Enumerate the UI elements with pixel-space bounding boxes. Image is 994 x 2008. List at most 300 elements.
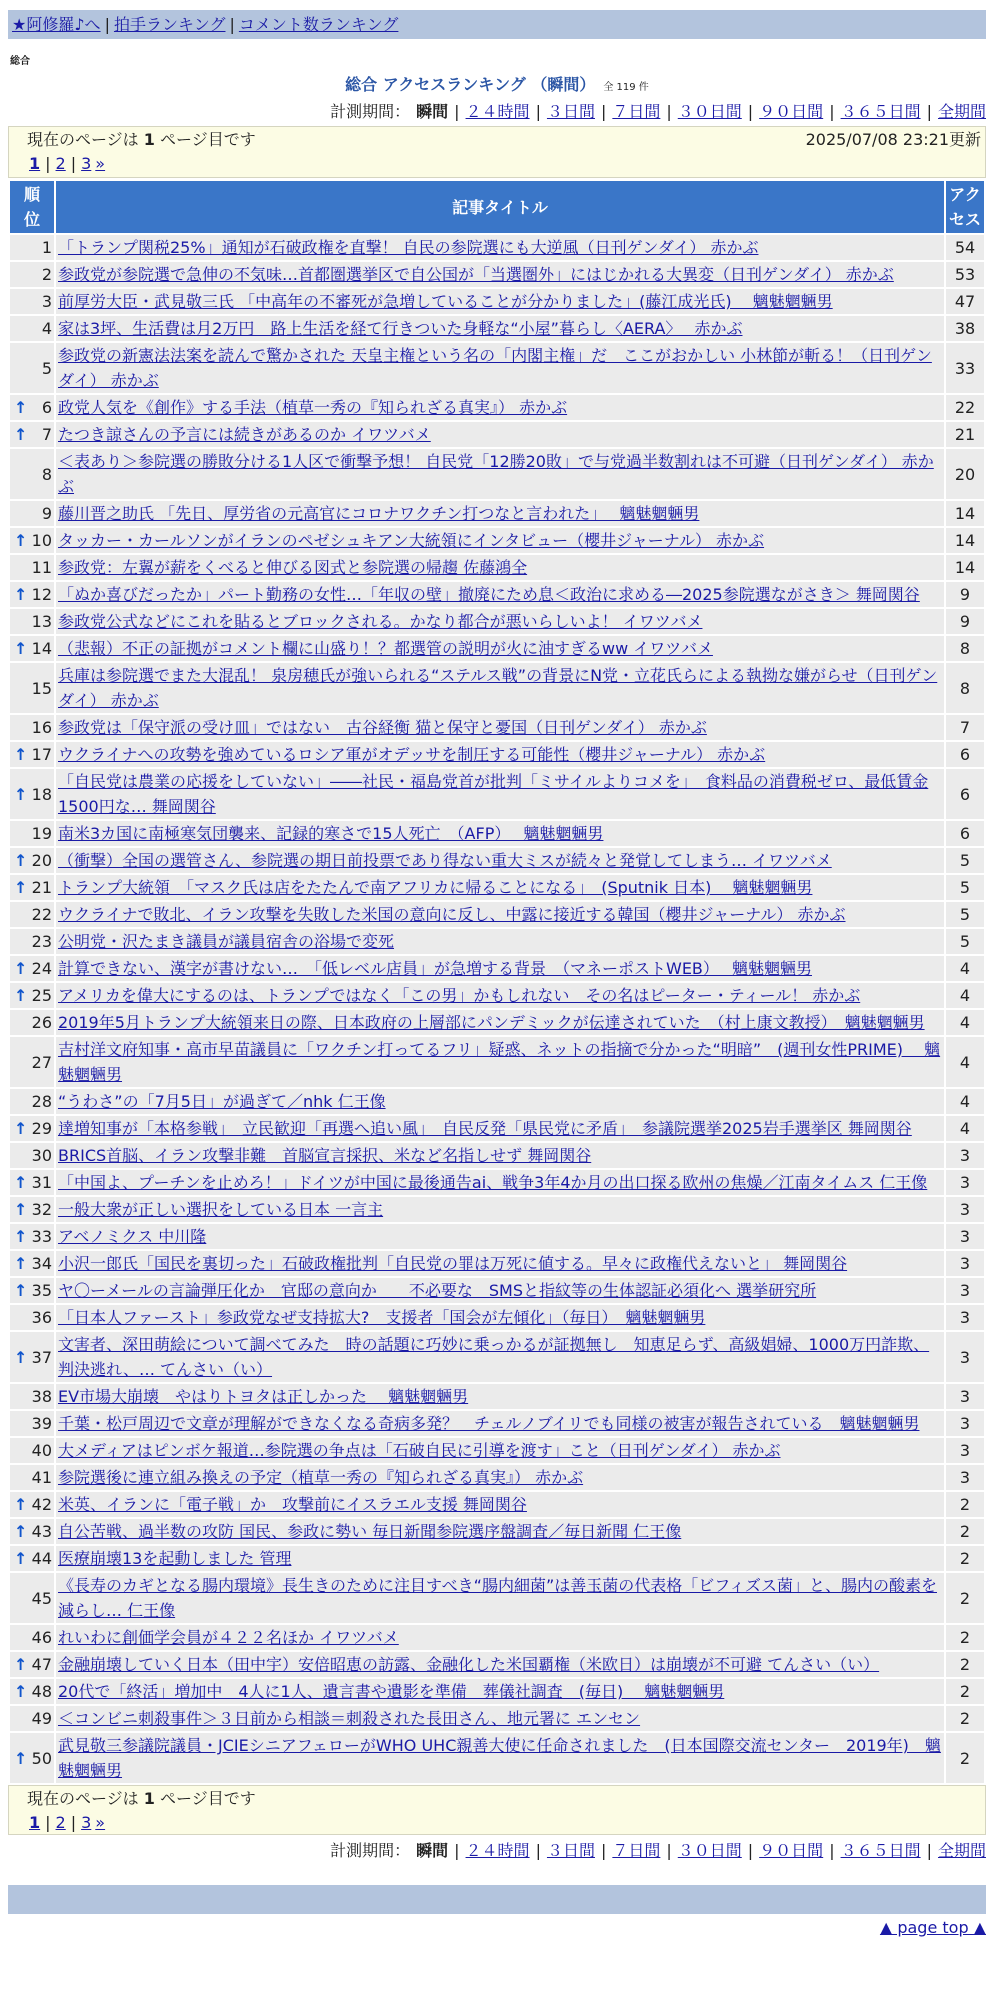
table-row (10, 1116, 984, 1141)
article-link[interactable]: 千葉・松戸周辺で文章が理解ができなくなる奇病多発？ チェルノブイリでも同様の被害が報告されている 魑魅魍魎男 (58, 1414, 920, 1433)
table-row (10, 1492, 984, 1517)
nav-separator: | (229, 15, 235, 34)
rank-cell (10, 715, 54, 740)
title-cell (56, 1010, 944, 1035)
period-365d[interactable]: ３６５日間 (840, 102, 921, 121)
pager-page-3[interactable]: 3 (81, 154, 92, 173)
article-link[interactable]: ＜表あり＞参院選の勝敗分ける1人区で衝撃予想！ 自民党「12勝20敗」で与党過半数割れは不可避（日刊ゲンダイ） 赤かぶ (58, 452, 934, 496)
pager-page-1-bottom[interactable]: 1 (29, 1813, 41, 1832)
title-cell (56, 1305, 944, 1330)
rank-cell (10, 1089, 54, 1114)
access-count: 14 (946, 555, 984, 580)
rank-number: 37 (31, 1347, 52, 1367)
pager-page-3-bottom[interactable]: 3 (81, 1813, 92, 1832)
table-row (10, 956, 984, 981)
period-30d[interactable]: ３０日間 (677, 102, 742, 121)
table-row (10, 555, 984, 580)
access-count: 3 (946, 1411, 984, 1436)
rank-cell (10, 1170, 54, 1195)
rank-number: 19 (31, 824, 52, 843)
rank-number: 31 (31, 1173, 52, 1192)
up-arrow-icon: ↑ (14, 784, 28, 804)
rank-number: 50 (31, 1748, 52, 1768)
article-link[interactable]: 公明党・沢たまき議員が議員宿舎の浴場で変死 (58, 932, 395, 951)
access-count: 3 (946, 1197, 984, 1222)
up-arrow-icon: ↑ (14, 851, 28, 870)
rank-number: 16 (31, 718, 52, 737)
article-link[interactable]: 金融崩壊していく日本（田中宇）安倍昭恵の訪露、金融化した米国覇権（米欧日）は崩壊が不可避 てんさい（い） (58, 1655, 880, 1674)
table-row (10, 501, 984, 526)
table-row (10, 663, 984, 713)
rank-number: 39 (31, 1414, 52, 1433)
article-link[interactable]: 自公苦戦、過半数の攻防 国民、参政に勢い 毎日新聞参院選序盤調査／毎日新聞 仁王像 (58, 1522, 682, 1541)
rank-cell (10, 636, 54, 661)
rank-cell (10, 1438, 54, 1463)
up-arrow-icon: ↑ (14, 959, 28, 978)
up-arrow-icon: ↑ (14, 639, 28, 658)
period-90d-bottom[interactable]: ９０日間 (759, 1841, 824, 1860)
article-link[interactable]: 参政党の新憲法法案を読んで驚かされた 天皇主権という名の「内閣主権」だ ここがおかしい 小林節が斬る！（日刊ゲンダイ） 赤かぶ (58, 346, 932, 390)
table-row (10, 1143, 984, 1168)
up-arrow-icon: ↑ (14, 1522, 28, 1541)
period-7d[interactable]: ７日間 (612, 102, 661, 121)
access-count: 7 (946, 715, 984, 740)
table-row (10, 395, 984, 420)
access-count: 6 (946, 769, 984, 819)
access-count: 4 (946, 956, 984, 981)
period-all[interactable]: 全期間 (937, 102, 986, 121)
period-90d[interactable]: ９０日間 (759, 102, 824, 121)
rank-cell (10, 1706, 54, 1731)
rank-number: 40 (31, 1441, 52, 1460)
article-link[interactable]: アベノミクス 中川隆 (58, 1227, 207, 1246)
ranking-title: 総合 アクセスランキング （瞬間） (345, 75, 596, 94)
rank-number: 2 (41, 265, 52, 284)
up-arrow-icon: ↑ (14, 745, 28, 764)
rank-number: 13 (31, 612, 52, 631)
article-link[interactable]: （悲報）不正の証拠がコメント欄に山盛り！？都選管の説明が火に油すぎるww イワツバメ (58, 639, 713, 658)
rank-cell (10, 1573, 54, 1623)
rank-cell (10, 902, 54, 927)
period-365d-bottom[interactable]: ３６５日間 (840, 1841, 921, 1860)
page-top-area (8, 1914, 986, 1942)
article-link[interactable]: 「自民党は農業の応援をしていない」――社民・福島党首が批判「ミサイルよりコメを」 食料品の消費税ゼロ、最低賃金1500円な… 舞岡関谷 (58, 772, 929, 816)
up-arrow-icon: ↑ (14, 1227, 28, 1246)
period-24h[interactable]: ２４時間 (465, 102, 530, 121)
rank-number: 44 (31, 1549, 52, 1568)
bottom-bar (8, 1885, 986, 1914)
top-nav (8, 10, 986, 39)
rank-cell (10, 395, 54, 420)
title-cell (56, 1679, 944, 1704)
table-row (10, 1332, 984, 1382)
title-cell (56, 1465, 944, 1490)
current-page-text: 現在のページは 1 ページ目です (27, 130, 256, 149)
article-link[interactable]: ＜コンビニ刺殺事件＞３日前から相談＝刺殺された長田さん、地元署に エンセン (58, 1709, 641, 1728)
title-cell (56, 1251, 944, 1276)
nav-link-comment-ranking[interactable]: コメント数ランキング (238, 15, 399, 34)
table-row (10, 316, 984, 341)
rank-number: 48 (31, 1682, 52, 1701)
period-label: 計測期間： (330, 102, 411, 121)
table-row (10, 1679, 984, 1704)
article-link[interactable]: 米英、イランに「電子戦」か 攻撃前にイスラエル支援 舞岡関谷 (58, 1495, 527, 1514)
article-link[interactable]: トランプ大統領 「マスク氏は店をたたんで南アフリカに帰ることになる」 (Sputnik 日本) 魑魅魍魎男 (58, 878, 813, 897)
access-count: 20 (946, 449, 984, 499)
table-row (10, 1197, 984, 1222)
table-row (10, 1251, 984, 1276)
rank-cell (10, 1332, 54, 1382)
article-link[interactable]: 文害者、深田萌絵について調べてみた 時の話題に巧妙に乗っかるが証拠無し 知恵足らず、高級娼婦、1000万円詐欺、判決逃れ、… てんさい（い） (58, 1335, 930, 1379)
access-count: 8 (946, 636, 984, 661)
article-link[interactable]: 「ぬか喜びだったか」パート勤務の女性…「年収の壁」撤廃にため息＜政治に求める―2025参院選ながさき＞ 舞岡関谷 (58, 585, 920, 604)
up-arrow-icon: ↑ (14, 585, 28, 604)
rank-cell (10, 1465, 54, 1490)
table-row (10, 609, 984, 634)
rank-cell (10, 956, 54, 981)
rank-number: 25 (31, 986, 52, 1005)
access-count: 2 (946, 1679, 984, 1704)
header-title: 記事タイトル (56, 181, 944, 233)
period-30d-bottom[interactable]: ３０日間 (677, 1841, 742, 1860)
table-row (10, 636, 984, 661)
pager-next[interactable]: » (95, 154, 106, 173)
ranking-rows (10, 235, 984, 1783)
table-row (10, 582, 984, 607)
title-cell (56, 663, 944, 713)
rank-number: 22 (31, 905, 52, 924)
title-cell (56, 289, 944, 314)
rank-cell (10, 1305, 54, 1330)
access-count: 2 (946, 1625, 984, 1650)
rank-cell (10, 422, 54, 447)
article-link[interactable]: 医療崩壊13を起動しました 管理 (58, 1549, 292, 1568)
access-count: 4 (946, 1037, 984, 1087)
title-cell (56, 1519, 944, 1544)
title-cell (56, 1116, 944, 1141)
article-link[interactable]: 2019年5月トランプ大統領来日の際、日本政府の上層部にパンデミックが伝達されていた （村上康文教授） 魑魅魍魎男 (58, 1013, 925, 1032)
access-count: 21 (946, 422, 984, 447)
title-cell (56, 1573, 944, 1623)
rank-cell (10, 501, 54, 526)
up-arrow-icon: ↑ (14, 398, 28, 417)
table-row (10, 1384, 984, 1409)
article-link[interactable]: BRICS首脳、イラン攻撃非難 首脳宣言採択、米など名指しせず 舞岡関谷 (58, 1146, 592, 1165)
access-count: 3 (946, 1305, 984, 1330)
period-all-bottom[interactable]: 全期間 (937, 1841, 986, 1860)
rank-cell (10, 769, 54, 819)
period-3d[interactable]: ３日間 (546, 102, 595, 121)
title-cell (56, 715, 944, 740)
title-cell (56, 956, 944, 981)
access-count: 8 (946, 663, 984, 713)
rank-cell (10, 929, 54, 954)
title-cell (56, 1492, 944, 1517)
title-cell (56, 1706, 944, 1731)
article-link[interactable]: 吉村洋文府知事・高市早苗議員に「ワクチン打ってるフリ」疑惑、ネットの指摘で分かった“明暗” (週刊女性PRIME) 魑魅魍魎男 (58, 1040, 941, 1084)
rank-number: 33 (31, 1227, 52, 1246)
rank-number: 11 (31, 558, 52, 577)
ranking-heading (8, 74, 986, 96)
table-row (10, 929, 984, 954)
rank-cell (10, 343, 54, 393)
table-row (10, 449, 984, 499)
title-cell (56, 1170, 944, 1195)
rank-number: 14 (31, 639, 52, 658)
article-link[interactable]: 藤川晋之助氏 「先日、厚労省の元高官にコロナワクチン打つなと言われた」 魑魅魍魎男 (58, 504, 700, 523)
title-cell (56, 501, 944, 526)
rank-cell (10, 609, 54, 634)
title-cell (56, 395, 944, 420)
table-row (10, 1573, 984, 1623)
rank-cell (10, 289, 54, 314)
article-link[interactable]: 「日本人ファースト」参政党なぜ支持拡大? 支援者「国会が左傾化」（毎日） 魑魅魍魎男 (58, 1308, 706, 1327)
title-cell (56, 983, 944, 1008)
rank-number: 27 (31, 1052, 52, 1072)
rank-number: 7 (41, 425, 52, 444)
access-count: 22 (946, 395, 984, 420)
table-row (10, 1089, 984, 1114)
current-page-text-bottom: 現在のページは 1 ページ目です (27, 1789, 256, 1808)
up-arrow-icon: ↑ (14, 531, 28, 550)
table-row (10, 289, 984, 314)
article-link[interactable]: 一般大衆が正しい選択をしている日本 一言主 (58, 1200, 384, 1219)
title-cell (56, 422, 944, 447)
table-row (10, 1305, 984, 1330)
table-row (10, 1411, 984, 1436)
rank-number: 32 (31, 1200, 52, 1219)
access-count: 2 (946, 1733, 984, 1783)
access-count: 47 (946, 289, 984, 314)
up-arrow-icon: ↑ (14, 1549, 28, 1568)
rank-number: 49 (31, 1709, 52, 1728)
up-arrow-icon: ↑ (14, 425, 28, 444)
table-row (10, 343, 984, 393)
title-cell (56, 1037, 944, 1087)
rank-cell (10, 1251, 54, 1276)
article-link[interactable]: 南米3カ国に南極寒気団襲来、記録的寒さで15人死亡 （AFP） 魑魅魍魎男 (58, 824, 604, 843)
access-count: 3 (946, 1465, 984, 1490)
rank-cell (10, 582, 54, 607)
article-link[interactable]: ウクライナで敗北、イラン攻撃を失敗した米国の意向に反し、中露に接近する韓国（櫻井ジャーナル） 赤かぶ (58, 905, 846, 924)
title-cell (56, 449, 944, 499)
access-count: 2 (946, 1652, 984, 1677)
title-cell (56, 316, 944, 341)
table-row (10, 1438, 984, 1463)
rank-cell (10, 1733, 54, 1783)
table-row (10, 422, 984, 447)
access-count: 33 (946, 343, 984, 393)
title-cell (56, 1411, 944, 1436)
article-link[interactable]: 「中国よ、プーチンを止めろ！」ドイツが中国に最後通告ai、戦争3年4か月の出口探る欧州の焦燥／江南タイムス 仁王像 (58, 1173, 928, 1192)
access-count: 6 (946, 742, 984, 767)
up-arrow-icon: ↑ (14, 1748, 28, 1768)
article-link[interactable]: 小沢一郎氏「国民を裏切った」石破政権批判「自民党の罪は万死に値する。早々に政権代えないと」 舞岡関谷 (58, 1254, 848, 1273)
access-count: 5 (946, 902, 984, 927)
access-count: 3 (946, 1251, 984, 1276)
pager-page-2-bottom[interactable]: 2 (55, 1813, 66, 1832)
rank-cell (10, 1197, 54, 1222)
article-link[interactable]: 達増知事が「本格参戦」 立民歓迎「再選へ追い風」 自民反発「県民党に矛盾」 参議院選挙2025岩手選挙区 舞岡関谷 (58, 1119, 912, 1138)
title-cell (56, 1224, 944, 1249)
access-count: 2 (946, 1519, 984, 1544)
rank-number: 10 (31, 531, 52, 550)
article-link[interactable]: 大メディアはピンボケ報道…参院選の争点は「石破自民に引導を渡す」こと（日刊ゲンダイ） 赤かぶ (58, 1441, 781, 1460)
access-count: 3 (946, 1224, 984, 1249)
rank-number: 26 (31, 1013, 52, 1032)
table-row (10, 902, 984, 927)
access-count: 2 (946, 1492, 984, 1517)
nav-link-applause-ranking[interactable]: 拍手ランキング (113, 15, 226, 34)
article-link[interactable]: “うわさ”の「7月5日」が過ぎて／nhk 仁王像 (58, 1092, 386, 1111)
title-cell (56, 1652, 944, 1677)
table-row (10, 1706, 984, 1731)
title-cell (56, 1384, 944, 1409)
table-row (10, 1519, 984, 1544)
article-link[interactable]: タッカー・カールソンがイランのペゼシュキアン大統領にインタビュー（櫻井ジャーナル） 赤かぶ (58, 531, 765, 550)
rank-number: 28 (31, 1092, 52, 1111)
up-arrow-icon: ↑ (14, 1200, 28, 1219)
rank-number: 4 (41, 319, 52, 338)
article-link[interactable]: 《長寿のカギとなる腸内環境》長生きのために注目すべき“腸内細菌”は善玉菌の代表格「ビフィズス菌」と、腸内の酸素を減らし… 仁王像 (58, 1576, 937, 1620)
article-link[interactable]: 政党人気を《創作》する手法（植草一秀の『知られざる真実』） 赤かぶ (58, 398, 568, 417)
article-link[interactable]: 兵庫は参院選でまた大混乱！ 泉房穂氏が強いられる“ステルス戦”の背景にN党・立花氏らによる執拗な嫌がらせ（日刊ゲンダイ） 赤かぶ (58, 666, 938, 710)
up-arrow-icon: ↑ (14, 1655, 28, 1674)
pager-top: 1 | 2 | 3 » (29, 154, 106, 173)
rank-cell (10, 1037, 54, 1087)
rank-cell (10, 1625, 54, 1650)
table-row (10, 528, 984, 553)
table-row (10, 715, 984, 740)
article-link[interactable]: ウクライナへの攻勢を強めているロシア軍がオデッサを制圧する可能性（櫻井ジャーナル） 赤かぶ (58, 745, 766, 764)
rank-number: 17 (31, 745, 52, 764)
up-arrow-icon: ↑ (14, 1682, 28, 1701)
rank-cell (10, 1010, 54, 1035)
article-link[interactable]: 武見敬三参議院議員・JCIEシニアフェローがWHO UHC親善大使に任命されました (日本国際交流センター 2019年) 魑魅魍魎男 (58, 1736, 941, 1780)
table-row (10, 742, 984, 767)
rank-number: 38 (31, 1387, 52, 1406)
table-row (10, 821, 984, 846)
table-row (10, 1170, 984, 1195)
title-cell (56, 262, 944, 287)
rank-number: 23 (31, 932, 52, 951)
up-arrow-icon: ↑ (14, 1347, 28, 1367)
period-24h-bottom[interactable]: ２４時間 (465, 1841, 530, 1860)
rank-number: 46 (31, 1628, 52, 1647)
nav-link-asyura[interactable]: ★阿修羅♪へ (12, 15, 101, 34)
pager-page-2[interactable]: 2 (55, 154, 66, 173)
rank-number: 3 (41, 292, 52, 311)
title-cell (56, 1278, 944, 1303)
rank-number: 24 (31, 959, 52, 978)
access-count: 4 (946, 983, 984, 1008)
rank-number: 8 (41, 464, 52, 484)
rank-cell (10, 1411, 54, 1436)
access-count: 3 (946, 1332, 984, 1382)
rank-cell (10, 449, 54, 499)
period-7d-bottom[interactable]: ７日間 (612, 1841, 661, 1860)
rank-cell (10, 1519, 54, 1544)
article-link[interactable]: 参政党：左翼が薪をくべると伸びる図式と参院選の帰趨 佐藤鴻全 (58, 558, 528, 577)
access-count: 54 (946, 235, 984, 260)
article-link[interactable]: 「トランプ関税25%」通知が石破政権を直撃！ 自民の参院選にも大逆風（日刊ゲンダイ） 赤かぶ (58, 238, 759, 257)
article-link[interactable]: （衝撃）全国の選管さん、参院選の期日前投票であり得ない重大ミスが続々と発覚してしまう… イワツバメ (58, 851, 832, 870)
rank-number: 9 (41, 504, 52, 523)
rank-cell (10, 1143, 54, 1168)
header-access: アクセス (946, 181, 984, 233)
access-count: 2 (946, 1546, 984, 1571)
access-count: 3 (946, 1170, 984, 1195)
table-row (10, 1037, 984, 1087)
period-label-bottom: 計測期間： (330, 1841, 411, 1860)
table-row (10, 1625, 984, 1650)
article-link[interactable]: れいわに創価学会員が４２２名ほか イワツバメ (58, 1628, 399, 1647)
article-link[interactable]: アメリカを偉大にするのは、トランプではなく「この男」かもしれない その名はピーター・ティール！ 赤かぶ (58, 986, 861, 1005)
rank-number: 20 (31, 851, 52, 870)
table-row (10, 848, 984, 873)
table-row (10, 1465, 984, 1490)
access-count: 3 (946, 1143, 984, 1168)
rank-cell (10, 1278, 54, 1303)
page-info-bottom (8, 1785, 986, 1835)
title-cell (56, 1197, 944, 1222)
title-cell (56, 1438, 944, 1463)
rank-number: 34 (31, 1254, 52, 1273)
rank-number: 30 (31, 1146, 52, 1165)
access-count: 2 (946, 1706, 984, 1731)
title-cell (56, 343, 944, 393)
article-link[interactable]: 計算できない、漢字が書けない… 「低レベル店員」が急増する背景 （マネーポストWEB） 魑魅魍魎男 (58, 959, 812, 978)
title-cell (56, 1625, 944, 1650)
title-cell (56, 821, 944, 846)
period-3d-bottom[interactable]: ３日間 (546, 1841, 595, 1860)
article-link[interactable]: たつき諒さんの予言には続きがあるのか イワツバメ (58, 425, 431, 444)
title-cell (56, 875, 944, 900)
article-link[interactable]: 参政党が参院選で急伸の不気味…首都圏選挙区で自公国が「当選圏外」にはじかれる大異変（日刊ゲンダイ） 赤かぶ (58, 265, 894, 284)
rank-number: 1 (41, 238, 52, 257)
title-cell (56, 609, 944, 634)
rank-number: 21 (31, 878, 52, 897)
table-row (10, 875, 984, 900)
access-count: 3 (946, 1438, 984, 1463)
article-link[interactable]: 前厚労大臣・武見敬三氏 「中高年の不審死が急増していることが分かりました」(藤江成光氏) 魑魅魍魎男 (58, 292, 833, 311)
article-link[interactable]: EV市場大崩壊 やはりトヨタは正しかった 魑魅魍魎男 (58, 1387, 469, 1406)
title-cell (56, 848, 944, 873)
period-selector-bottom: 計測期間： 瞬間 | ２４時間 | ３日間 | ７日間 | ３０日間 | ９０日間 | ３６５日間 | 全期間 (330, 1841, 986, 1860)
access-count: 5 (946, 875, 984, 900)
rank-cell (10, 742, 54, 767)
article-link[interactable]: ヤ〇ーメールの言論弾圧化か 官邸の意向か 不必要な SMSと指紋等の生体認証必須化へ 選挙研究所 (58, 1281, 817, 1300)
article-link[interactable]: 参院選後に連立組み換えの予定（植草一秀の『知られざる真実』） 赤かぶ (58, 1468, 584, 1487)
article-link[interactable]: 参政党は「保守派の受け皿」ではない 古谷経衡 猫と保守と憂国（日刊ゲンダイ） 赤かぶ (58, 718, 707, 737)
article-link[interactable]: 家は3坪、生活費は月2万円 路上生活を経て行きついた身軽な“小屋”暮らし〈AERA〉 赤かぶ (58, 319, 743, 338)
pager-next-bottom[interactable]: » (95, 1813, 106, 1832)
article-link[interactable]: 参政党公式などにこれを貼るとブロックされる。かなり都合が悪いらしいよ！ イワツバメ (58, 612, 703, 631)
rank-cell (10, 1224, 54, 1249)
access-count: 5 (946, 848, 984, 873)
table-row (10, 235, 984, 260)
access-count: 4 (946, 1116, 984, 1141)
period-selector-top: 計測期間： 瞬間 | ２４時間 | ３日間 | ７日間 | ３０日間 | ９０日間 | ３６５日間 | 全期間 (330, 102, 986, 121)
up-arrow-icon: ↑ (14, 1254, 28, 1273)
access-count: 6 (946, 821, 984, 846)
access-count: 9 (946, 582, 984, 607)
access-count: 3 (946, 1278, 984, 1303)
article-link[interactable]: 20代で「終活」増加中 4人に1人、遺言書や遺影を準備 葬儀社調査 (毎日) 魑魅魍魎男 (58, 1682, 725, 1701)
rank-number: 43 (31, 1522, 52, 1541)
page-top-link[interactable]: ▲ page top ▲ (879, 1918, 986, 1937)
pager-page-1[interactable]: 1 (29, 154, 41, 173)
